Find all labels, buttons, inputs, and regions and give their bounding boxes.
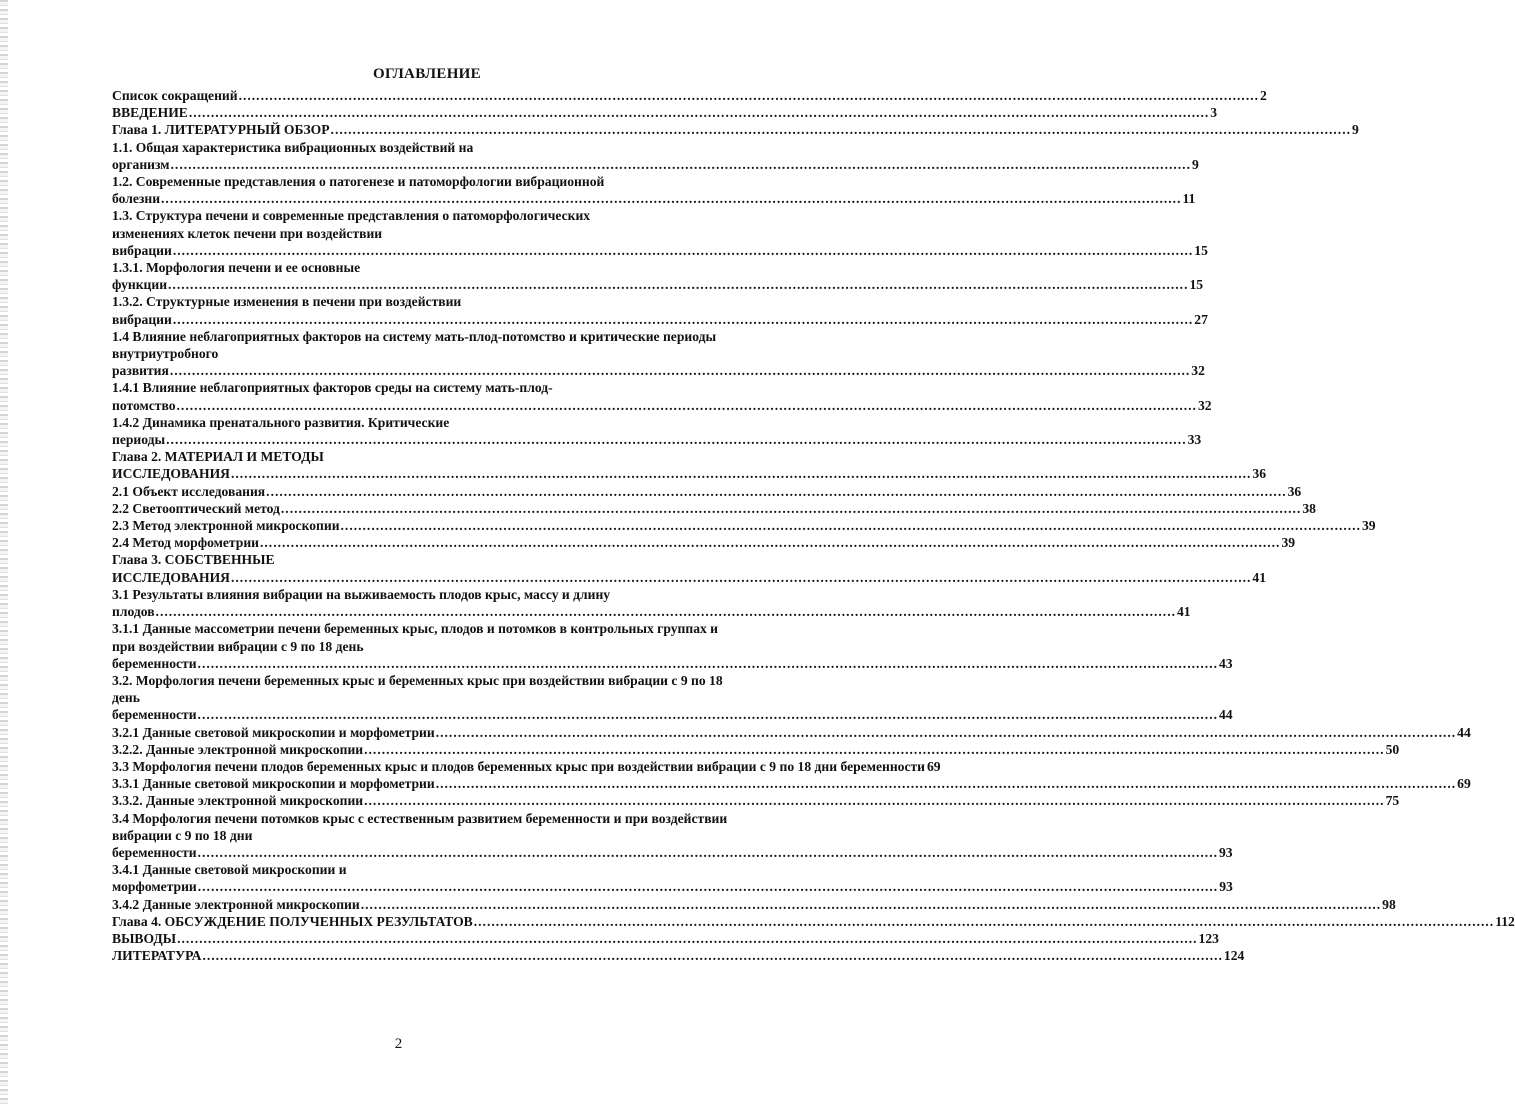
toc-entry-text: развития <box>112 363 169 379</box>
toc-entry-last-line <box>112 276 1204 293</box>
toc-entry <box>112 379 1212 413</box>
toc-entry-text: 2.3 Метод электронной микроскопии <box>112 518 340 534</box>
toc-entry-last-line <box>112 741 1400 758</box>
toc-entry <box>112 724 1471 741</box>
toc-entry <box>112 328 1205 380</box>
dot-leader <box>168 276 1188 293</box>
toc-entry-line: Глава 2. МАТЕРИАЛ И МЕТОДЫ <box>112 449 324 465</box>
toc-entry <box>112 534 1296 551</box>
toc-entry-last-line <box>112 655 1233 672</box>
toc-entry-text: болезни <box>112 191 161 207</box>
toc-entry-last-line <box>112 758 941 775</box>
dot-leader <box>239 87 1259 104</box>
toc-entry-last-line <box>112 397 1212 414</box>
toc-entry <box>112 293 1208 327</box>
toc-entry-text: ВЫВОДЫ <box>112 930 177 946</box>
toc-entry-text: 3.2.2. Данные электронной микроскопии <box>112 741 364 757</box>
toc-entry-text: вибрации <box>112 311 172 327</box>
dot-leader <box>198 655 1218 672</box>
toc-entry-last-line <box>112 878 1233 895</box>
dot-leader <box>170 362 1190 379</box>
toc-entry-last-line <box>112 913 1515 930</box>
page-number: 2 <box>394 1036 403 1052</box>
toc-entry <box>112 87 1267 104</box>
dot-leader <box>161 190 1181 207</box>
dot-leader <box>171 156 1191 173</box>
toc-entry-last-line <box>112 792 1400 809</box>
toc-entry-text: функции <box>112 277 168 293</box>
toc-entry-last-line <box>112 603 1191 620</box>
toc-entry-text: беременности <box>112 655 197 671</box>
toc-entry-text: организм <box>112 156 170 172</box>
toc-entry-text: беременности <box>112 844 197 860</box>
toc-page-number: 50 <box>1385 741 1400 757</box>
toc-entry-text: 2.2 Светооптический метод <box>112 500 280 516</box>
toc-page-number: 36 <box>1252 466 1267 482</box>
toc-page-number: 36 <box>1287 483 1302 499</box>
toc-entry-last-line <box>112 775 1471 792</box>
toc-entry <box>112 896 1396 913</box>
toc-page-number: 44 <box>1218 707 1233 723</box>
toc-entry-line: 1.4 Влияние неблагоприятных факторов на систему мать-плод-потомство и критические периоды внутриутробного <box>112 328 717 362</box>
toc-entry-text: 3.4.2 Данные электронной микроскопии <box>112 896 360 912</box>
toc-entry <box>112 551 1267 585</box>
toc-entry-text: беременности <box>112 707 197 723</box>
toc-entry-line: 3.4.1 Данные световой микроскопии и <box>112 862 347 878</box>
dot-leader <box>364 792 1384 809</box>
toc-entry <box>112 207 1208 259</box>
toc-page-number: 15 <box>1194 242 1208 258</box>
toc-entry <box>112 500 1316 517</box>
toc-entry-line: 1.3.2. Структурные изменения в печени при воздействии <box>112 294 462 310</box>
toc-entry-last-line <box>112 517 1376 534</box>
toc-page-number: 98 <box>1382 896 1396 912</box>
dot-leader <box>364 741 1384 758</box>
toc-page-number: 9 <box>1351 122 1359 138</box>
dot-leader <box>231 465 1251 482</box>
toc-entry-last-line <box>112 121 1359 138</box>
toc-entry <box>112 792 1400 809</box>
toc-entry-line: 3.1.1 Данные массометрии печени беременных крыс, плодов и потомков в контрольных группах и при воздействии вибрации с 9 по 18 день <box>112 621 719 654</box>
toc-page-number: 11 <box>1182 191 1196 207</box>
toc-entry <box>112 672 1233 724</box>
toc-entry-last-line <box>112 706 1233 723</box>
toc-entry-last-line <box>112 104 1218 121</box>
toc-page-number: 39 <box>1361 518 1376 534</box>
toc-entry-last-line <box>112 483 1302 500</box>
dot-leader <box>266 483 1286 500</box>
toc-entry-line: 1.4.1 Влияние неблагоприятных факторов среды на систему мать-плод- <box>112 380 553 396</box>
toc-page-number: 32 <box>1191 363 1205 379</box>
toc-title: ОГЛАВЛЕНИЕ <box>373 66 481 82</box>
toc-entry <box>112 104 1218 121</box>
toc-entry-text: ЛИТЕРАТУРА <box>112 948 202 964</box>
toc-entry-text: 3.3.2. Данные электронной микроскопии <box>112 793 364 809</box>
toc-entry <box>112 173 1196 207</box>
dot-leader <box>198 844 1218 861</box>
toc-entry <box>112 930 1219 947</box>
toc-entry-last-line <box>112 431 1202 448</box>
toc-entry-line: 1.1. Общая характеристика вибрационных воздействий на <box>112 139 474 155</box>
scan-edge-artifact <box>0 0 8 1105</box>
toc-entry-last-line <box>112 896 1396 913</box>
toc-entry-last-line <box>112 156 1199 173</box>
toc-page-number: 3 <box>1210 105 1218 121</box>
dot-leader <box>341 517 1361 534</box>
toc-page-number: 75 <box>1385 793 1400 809</box>
toc-page-number: 124 <box>1223 948 1245 964</box>
toc-page-number: 112 <box>1495 913 1515 929</box>
dot-leader <box>198 706 1218 723</box>
toc-entry-line: 1.4.2 Динамика пренатального развития. Критические <box>112 414 450 430</box>
toc-entry-line: 3.1 Результаты влияния вибрации на выживаемость плодов крыс, массу и длину <box>112 586 611 602</box>
dot-leader <box>177 930 1197 947</box>
toc-entry-line: 3.4 Морфология печени потомков крыс с естественным развитием беременности и при воздействии вибрации с 9 по 18 дни <box>112 810 728 843</box>
toc-entry-text: ВВЕДЕНИЕ <box>112 105 188 121</box>
toc-entry <box>112 483 1302 500</box>
toc-page-number: 123 <box>1198 930 1219 946</box>
toc-page-number: 43 <box>1218 655 1233 671</box>
toc-page-number: 32 <box>1197 397 1212 413</box>
toc-entry-last-line <box>112 362 1205 379</box>
toc-entry-text: 2.1 Объект исследования <box>112 483 266 499</box>
toc-entry-text: 2.4 Метод морфометрии <box>112 535 259 551</box>
toc-entry <box>112 414 1202 448</box>
toc-entry-text: периоды <box>112 432 166 448</box>
toc-entry <box>112 121 1359 138</box>
toc-entry <box>112 810 1233 862</box>
dot-leader <box>198 878 1218 895</box>
dot-leader <box>436 775 1456 792</box>
toc-entry-text: 3.2.1 Данные световой микроскопии и морфометрии <box>112 724 435 740</box>
toc-entry-line: изменениях клеток печени при воздействии <box>112 225 383 241</box>
toc-page-number: 27 <box>1194 311 1208 327</box>
dot-leader <box>260 534 1280 551</box>
toc-list <box>112 87 1515 964</box>
dot-leader <box>173 242 1193 259</box>
toc-entry <box>112 620 1233 672</box>
toc-entry-text: 3.3.1 Данные световой микроскопии и морфометрии <box>112 776 435 792</box>
toc-entry-text: Глава 1. ЛИТЕРАТУРНЫЙ ОБЗОР <box>112 122 330 138</box>
toc-page-number: 69 <box>927 758 941 774</box>
toc-entry-text: потомство <box>112 397 176 413</box>
toc-entry <box>112 913 1515 930</box>
toc-entry-text: плодов <box>112 604 155 620</box>
toc-entry-last-line <box>112 311 1208 328</box>
toc-page-number: 2 <box>1260 88 1267 103</box>
toc-entry-last-line <box>112 569 1267 586</box>
toc-entry <box>112 947 1245 964</box>
dot-leader <box>189 104 1209 121</box>
toc-page <box>112 66 1515 964</box>
dot-leader <box>166 431 1186 448</box>
toc-page-number: 41 <box>1176 604 1191 620</box>
toc-entry-line: 1.3.1. Морфология печени и ее основные <box>112 260 361 276</box>
toc-entry-last-line <box>112 930 1219 947</box>
toc-entry-text: 3.3 Морфология печени плодов беременных крыс и плодов беременных крыс при воздействии вибрации с 9 по 18 дни беременности <box>112 758 925 774</box>
toc-page-number: 69 <box>1457 776 1471 792</box>
toc-entry-last-line <box>112 465 1267 482</box>
toc-entry-text: ИССЛЕДОВАНИЯ <box>112 466 230 482</box>
toc-entry-last-line <box>112 87 1267 104</box>
toc-entry-last-line <box>112 190 1196 207</box>
dot-leader <box>173 311 1193 328</box>
dot-leader <box>177 397 1197 414</box>
dot-leader <box>361 896 1381 913</box>
toc-entry-last-line <box>112 500 1316 517</box>
toc-page-number: 33 <box>1187 432 1202 448</box>
toc-entry-last-line <box>112 242 1208 259</box>
toc-entry-last-line <box>112 844 1233 861</box>
toc-entry-text: морфометрии <box>112 879 197 895</box>
toc-entry <box>112 861 1233 895</box>
toc-entry <box>112 448 1267 482</box>
toc-entry <box>112 741 1400 758</box>
toc-entry <box>112 775 1471 792</box>
dot-leader <box>474 913 1494 930</box>
toc-entry-text: Список сокращений <box>112 88 238 103</box>
toc-entry <box>112 139 1199 173</box>
toc-entry-last-line <box>112 724 1471 741</box>
toc-entry-line: 1.2. Современные представления о патогенезе и патоморфологии вибрационной <box>112 174 605 190</box>
toc-entry-last-line <box>112 534 1296 551</box>
dot-leader <box>281 500 1301 517</box>
toc-entry-line: Глава 3. СОБСТВЕННЫЕ <box>112 552 275 568</box>
toc-entry <box>112 259 1204 293</box>
toc-entry-text: вибрации <box>112 242 172 258</box>
toc-page-number: 15 <box>1189 277 1204 293</box>
toc-entry <box>112 586 1191 620</box>
toc-entry-line: 3.2. Морфология печени беременных крыс и беременных крыс при воздействии вибрации с 9 по 18 день <box>112 672 723 706</box>
dot-leader <box>436 724 1456 741</box>
toc-entry <box>112 758 941 775</box>
dot-leader <box>231 569 1251 586</box>
toc-entry-line: 1.3. Структура печени и современные представления о патоморфологических <box>112 208 591 224</box>
toc-page-number: 93 <box>1218 844 1233 860</box>
toc-page-number: 93 <box>1219 879 1233 895</box>
toc-page-number: 44 <box>1457 724 1471 740</box>
toc-entry <box>112 517 1376 534</box>
toc-page-number: 38 <box>1302 500 1316 516</box>
toc-page-number: 9 <box>1191 156 1199 172</box>
toc-entry-text: ИССЛЕДОВАНИЯ <box>112 569 230 585</box>
dot-leader <box>202 947 1222 964</box>
toc-entry-last-line <box>112 947 1245 964</box>
dot-leader <box>331 121 1351 138</box>
toc-entry-text: Глава 4. ОБСУЖДЕНИЕ ПОЛУЧЕННЫХ РЕЗУЛЬТАТОВ <box>112 913 473 929</box>
toc-page-number: 39 <box>1281 535 1296 551</box>
toc-page-number: 41 <box>1252 569 1267 585</box>
dot-leader <box>156 603 1176 620</box>
